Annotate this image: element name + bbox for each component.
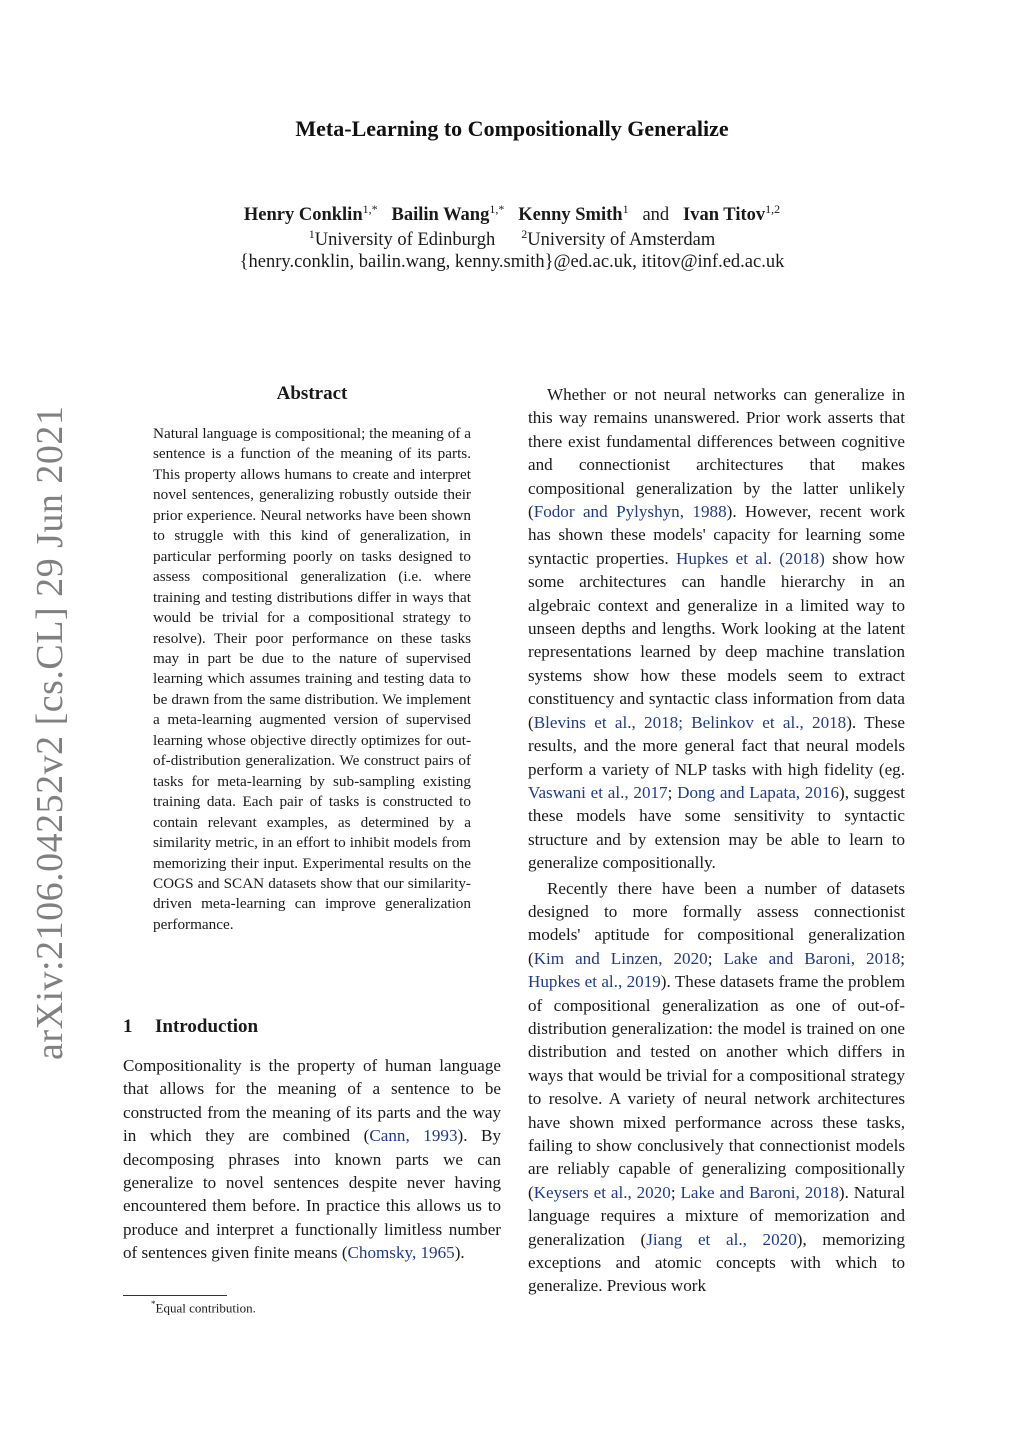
citation-link[interactable]: Cann, 1993 <box>369 1126 458 1146</box>
citation-link[interactable]: Kim and Linzen, 2020 <box>533 948 708 968</box>
affiliation-mark: 2 <box>521 227 528 241</box>
citation-link[interactable]: Hupkes et al., 2019 <box>528 972 661 992</box>
citation-link[interactable]: Hupkes et al. (2018) <box>676 548 825 568</box>
text-run: show how some architectures can handle hierarchy in an algebraic context and generalize in a limited way to unseen depths and lengths. Work looking at the latent representations learned by deep machine translation systems show how these models seem to extract constituency and syntactic class information from data ( <box>528 548 905 732</box>
citation-separator: ; <box>707 948 724 968</box>
affiliation-mark: 1 <box>308 227 315 241</box>
citation-separator: ; <box>667 782 678 802</box>
author-name: Ivan Titov <box>683 205 766 226</box>
text-run: ), memorizing exceptions and atomic concepts with which to generalize. Previous work <box>528 1229 905 1296</box>
citation-link[interactable]: Fodor and Pylyshyn, 1988 <box>533 502 727 522</box>
text-run: ). By decomposing phrases into known parts we can generalize to novel sentences despite never having encountered them before. In practice this allows us to produce and interpret a functionally limitless number of sentences given finite means ( <box>123 1126 501 1263</box>
body-paragraph <box>528 383 905 875</box>
right-column <box>528 383 905 1298</box>
paper-title: Meta-Learning to Compositionally Generalize <box>295 116 729 141</box>
author-marks: 1,* <box>362 202 378 216</box>
footnote-text: Equal contribution. <box>155 1300 256 1316</box>
citation-separator: ; <box>900 948 905 968</box>
author-marks: 1,2 <box>765 202 781 216</box>
text-run: ), suggest these models have some sensitivity to syntactic structure and by extension may be able to learn to generalize compositionally. <box>528 782 905 873</box>
text-run: ). These datasets frame the problem of compositional generalization as one of out-of-distribution generalization: the model is trained on one distribution and tested on another which differs in ways that would be trivial for a compositional strategy to resolve. A variety of neural network architectures have shown mixed performance across these tasks, failing to show conclusively that connectionist models are reliably capable of generalizing compositionally ( <box>528 972 906 1202</box>
citation-link[interactable]: Chomsky, 1965 <box>347 1243 455 1263</box>
citation-link[interactable]: Belinkov et al., 2018 <box>691 712 847 732</box>
footnote-divider <box>123 1295 227 1296</box>
citation-link[interactable]: Dong and Lapata, 2016 <box>677 782 839 802</box>
abstract-text: Natural language is compositional; the meaning of a sentence is a function of the meaning of its parts. This property allows humans to create and interpret novel sentences, generalizing robustly outside their prior experience. Neural networks have been shown to struggle with this kind of generalization, in particular performing poorly on tasks designed to assess compositional generalization (i.e. where training and testing distributions differ in ways that would be trivial for a compositional strategy to resolve). Their poor performance on these tasks may in part be due to the nature of supervised learning which assumes training and testing data to be drawn from the same distribution. We implement a meta-learning augmented version of supervised learning whose objective directly optimizes for out-of-distribution generalization. We construct pairs of tasks for meta-learning by sub-sampling existing training data. Each pair of tasks is constructed to contain relevant examples, as determined by a similarity metric, in an effort to inhibit models from memorizing their input. Experimental results on the COGS and SCAN datasets show that our similarity-driven meta-learning can improve generalization performance. <box>153 425 471 933</box>
author-list <box>0 202 1024 226</box>
citation-link[interactable]: Jiang et al., 2020 <box>646 1229 797 1249</box>
text-run: ). Natural language requires a mixture of memorization and generalization ( <box>528 1182 905 1249</box>
body-paragraph <box>528 877 905 1298</box>
citation-link[interactable]: Vaswani et al., 2017 <box>528 782 668 802</box>
citation-link[interactable]: Blevins et al., 2018 <box>533 712 679 732</box>
intro-paragraph <box>123 1054 501 1265</box>
author-name: Henry Conklin <box>243 205 363 226</box>
citation-separator: ; <box>678 712 692 732</box>
author-emails: {henry.conklin, bailin.wang, kenny.smith}@ed.ac.uk, ititov@inf.ed.ac.uk <box>239 252 785 272</box>
affiliations <box>0 227 1024 251</box>
citation-link[interactable]: Lake and Baroni, 2018 <box>680 1182 839 1202</box>
author-conjunction: and <box>642 205 670 226</box>
section-heading <box>123 1016 258 1038</box>
author-marks: 1 <box>622 202 629 216</box>
affiliation-name: University of Amsterdam <box>527 230 716 251</box>
affiliation-name: University of Edinburgh <box>314 230 496 251</box>
citation-link[interactable]: Lake and Baroni, 2018 <box>723 948 901 968</box>
author-name: Kenny Smith <box>518 205 623 226</box>
text-run: Whether or not neural networks can generalize in this way remains unanswered. Prior work asserts that there exist fundamental differences between cognitive and connectionist architectures that makes compositional generalization by the latter unlikely ( <box>528 385 905 522</box>
arxiv-identifier: arXiv:2106.04252v2 [cs.CL] 29 Jun 2021 <box>29 405 71 1060</box>
text-run: Recently there have been a number of datasets designed to more formally assess connectionist models' aptitude for compositional generalization ( <box>528 878 905 968</box>
text-run: Compositionality is the property of human language that allows for the meaning of a sentence to be constructed from the meaning of its parts and the way in which they are combined ( <box>123 1056 501 1146</box>
section-title: Introduction <box>155 1016 259 1037</box>
text-run: ). These results, and the more general fact that neural models perform a variety of NLP tasks with high fidelity (eg. <box>528 712 905 779</box>
author-name: Bailin Wang <box>391 205 490 226</box>
footnote <box>151 1299 256 1316</box>
text-run: ). <box>454 1243 465 1263</box>
citation-link[interactable]: Keysers et al., 2020 <box>533 1182 671 1202</box>
footnote-mark: * <box>151 1299 156 1309</box>
text-run: ). However, recent work has shown these models' capacity for learning some syntactic properties. <box>528 502 905 568</box>
citation-separator: ; <box>670 1182 681 1202</box>
section-number: 1 <box>123 1016 133 1037</box>
abstract-heading: Abstract <box>276 383 348 404</box>
author-marks: 1,* <box>489 202 505 216</box>
